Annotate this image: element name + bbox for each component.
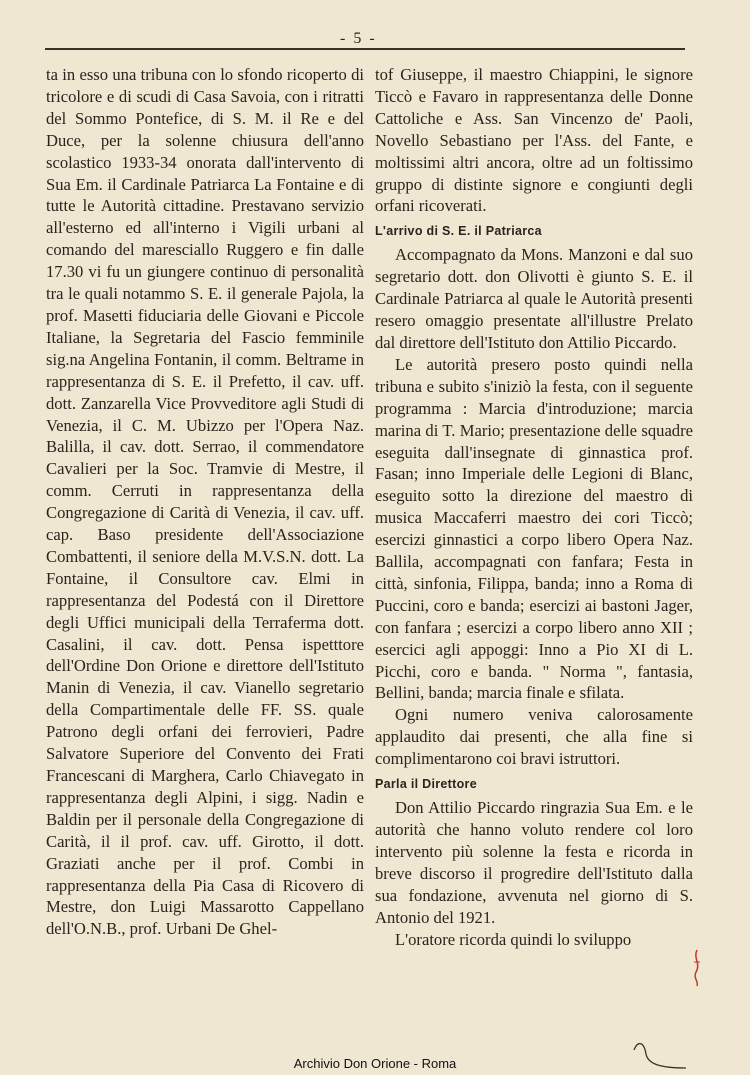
page-number: - 5 -	[340, 30, 377, 47]
right-column	[375, 64, 693, 950]
left-paragraph: ta in esso una tribuna con lo sfondo ricoperto di tricolore e di scudi di Casa Savoia, con i ritratti del Sommo Pontefice, di S. M. il Re e del Duce, per la solenne chiusura dell'anno scolastico 1933-34 onorata dall'intervento di Sua Em. il Cardinale Patriarca La Fontaine e di tutte le Autorità cittadine. Prestavano servizio all'esterno ed all'interno i Vigili urbani al comando del maresciallo Ruggero e fin dalle 17.30 vi fu un giungere continuo di personalità tra le quali notammo S. E. il generale Pajola, la prof. Masetti fiduciaria delle Giovani e Piccole Italiane, la Segretaria del Fascio femminile sig.na Angelina Fontanin, il comm. Beltrame in rappresentanza di S. E. il Prefetto, il cav. uff. dott. Zanzarella Vice Provveditore agli Studi di Venezia, il C. M. Ubizzo per l'Opera Naz. Balilla, il cav. dott. Serrao, il commendatore Cavalieri per la Soc. Tramvie di Mestre, il comm. Cerruti in rappresentanza della Congregazione di Carità di Venezia, il cav. uff. cap. Baso presidente dell'Associazione Combattenti, il seniore della M.V.S.N. dott. La Fontaine, il Consultore cav. Elmi in rappresentanza del Podestá con il Direttore degli Uffici municipali della Terraferma dott. Casalini, il cav. dott. Pensa ispetttore dell'Ordine Don Orione e direttore dell'Istituto Manin di Venezia, il cav. Vianello segretario della Compartimentale delle FF. SS. quale Patrono degli orfani dei ferrovieri, Padre Salvatore Superiore del Convento dei Frati Francescani di Marghera, Carlo Chiavegato in rappresentanza degli Alpini, i sigg. Nadin e Baldin per il personale della Congregazione di Carità, il il prof. cav. uff. Girotto, il dott. Graziati anche per il prof. Combi in rappresentanza della Pia Casa di Ricovero di Mestre, don Luigi Massarotto Cappellano dell'O.N.B., prof. Urbani De Ghel-	[46, 65, 364, 939]
right-paragraph-6: L'oratore ricorda quindi lo sviluppo	[395, 929, 632, 949]
right-paragraph-1: tof Giuseppe, il maestro Chiappini, le signore Ticcò e Favaro in rappresentanza delle Donne Cattoliche e Ass. San Vincenzo de' Paoli, Novello Sebastiano per l'Ass. del Fante, e moltissimi altri ancora, oltre ad un foltissimo gruppo di distinte signore e congiunti degli orfani ricoverati.	[375, 65, 693, 216]
right-paragraph-4: Ogni numero veniva calorosamente applaudito dai presenti, che alla fine si complimentarono coi bravi istruttori.	[375, 705, 693, 769]
red-margin-mark-icon	[690, 948, 704, 988]
subheading-parla-direttore: Parla il Direttore	[375, 777, 477, 792]
subheading-arrivo-patriarca: L'arrivo di S. E. il Patriarca	[375, 224, 542, 239]
right-paragraph-3: Le autorità presero posto quindi nella tribuna e subito s'iniziò la festa, con il seguente programma : Marcia d'introduzione; marcia marina di T. Mario; presentazione delle squadre eseguita dall'insegnate di ginnastica prof. Fasan; inno Imperiale delle Legioni di Blanc, eseguito sotto la direzione del maestro di musica Maccaferri maestro dei cori Ticcò; esercizi ginnastici a corpo libero Opera Naz. Ballila, accompagnati con fanfara; Festa in città, sinfonia, Filippa, banda; inno a Roma di Puccini, coro e banda; esercizi ai bastoni Jager, con fanfara ; esercizi a corpo libero anno XII ; esercici agli appoggi: Inno a Pio XI di L. Picchi, coro e banda. " Norma ", fantasia, Bellini, banda; marcia finale e sfilata.	[375, 354, 693, 703]
archive-footer: Archivio Don Orione - Roma	[293, 1056, 457, 1071]
right-paragraph-5: Don Attilio Piccardo ringrazia Sua Em. e le autorità che hanno voluto rendere col loro intervento più solenne la festa e ricorda in breve discorso il progredire dell'Istituto dalla sua fondazione, avvenuta nel giorno di S. Antonio del 1921.	[375, 798, 693, 927]
left-column	[46, 64, 364, 940]
header-rule	[45, 48, 685, 50]
right-paragraph-2: Accompagnato da Mons. Manzoni e dal suo segretario dott. don Olivotti è giunto S. E. il Cardinale Patriarca al quale le Autorità presenti resero omaggio presentate all'illustre Prelato dal direttore dell'Istituto don Attilio Piccardo.	[375, 245, 693, 352]
